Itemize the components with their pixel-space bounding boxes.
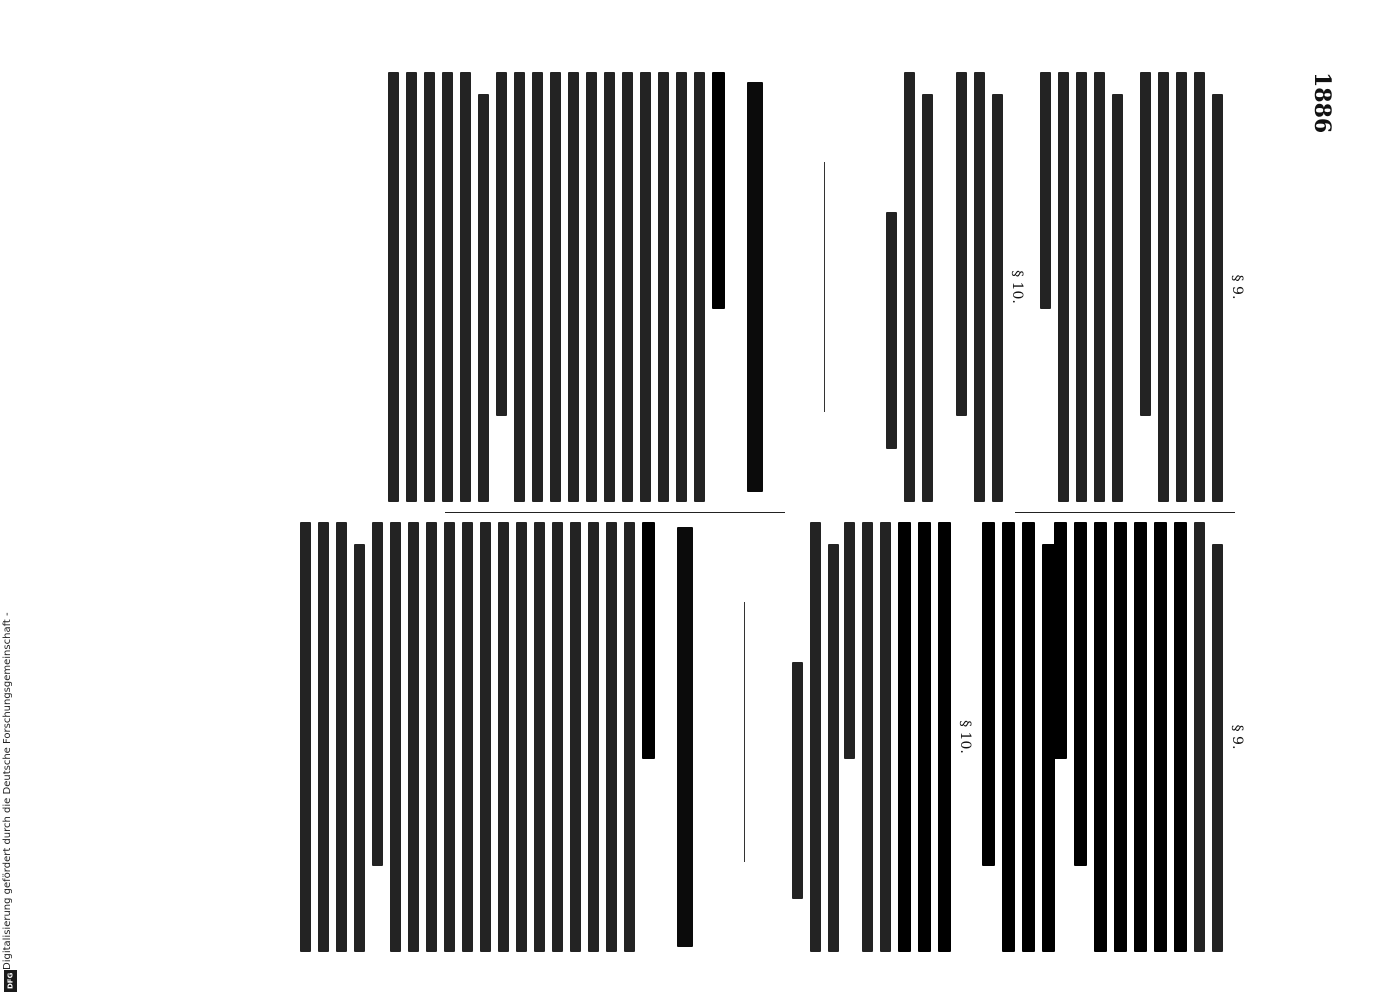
right-annex-body [293, 522, 655, 952]
right-column-heading [1262, 522, 1290, 952]
left-paragraph-9 [1133, 72, 1223, 502]
right-paragraph-10 [837, 522, 951, 952]
left-paragraph-10 [949, 72, 1003, 502]
right-paragraph-9b [975, 522, 1055, 952]
right-section-10: § 10. [957, 720, 973, 754]
scanned-page [235, 72, 1345, 952]
left-closing-formula [879, 72, 933, 502]
right-separator [744, 602, 745, 862]
left-separator [824, 162, 825, 412]
right-paragraph-9 [1047, 522, 1223, 952]
dfg-logo: DFG [4, 970, 17, 992]
left-section-10: § 10. [1009, 270, 1025, 304]
column-divider-bottom [445, 512, 785, 513]
left-column-heading [1262, 72, 1290, 502]
right-section-9: § 9. [1229, 724, 1245, 750]
left-section-9: § 9. [1229, 274, 1245, 300]
left-annex-body [381, 72, 725, 502]
running-title [1309, 132, 1335, 952]
left-paragraph-9b [1033, 72, 1123, 502]
right-annex-heading [677, 527, 693, 947]
column-divider-top [1015, 512, 1235, 513]
left-anlage-label [772, 72, 790, 272]
page-number: 1886 [1309, 72, 1335, 134]
right-anlage-label [702, 862, 720, 952]
digitization-note: Digitalisierung gefördert durch die Deutsche Forschungsgemeinschaft - [2, 612, 13, 970]
page-content-rotated [235, 72, 1345, 952]
page-header [1305, 72, 1335, 952]
left-annex-heading [747, 82, 763, 492]
right-closing-formula [785, 522, 839, 952]
